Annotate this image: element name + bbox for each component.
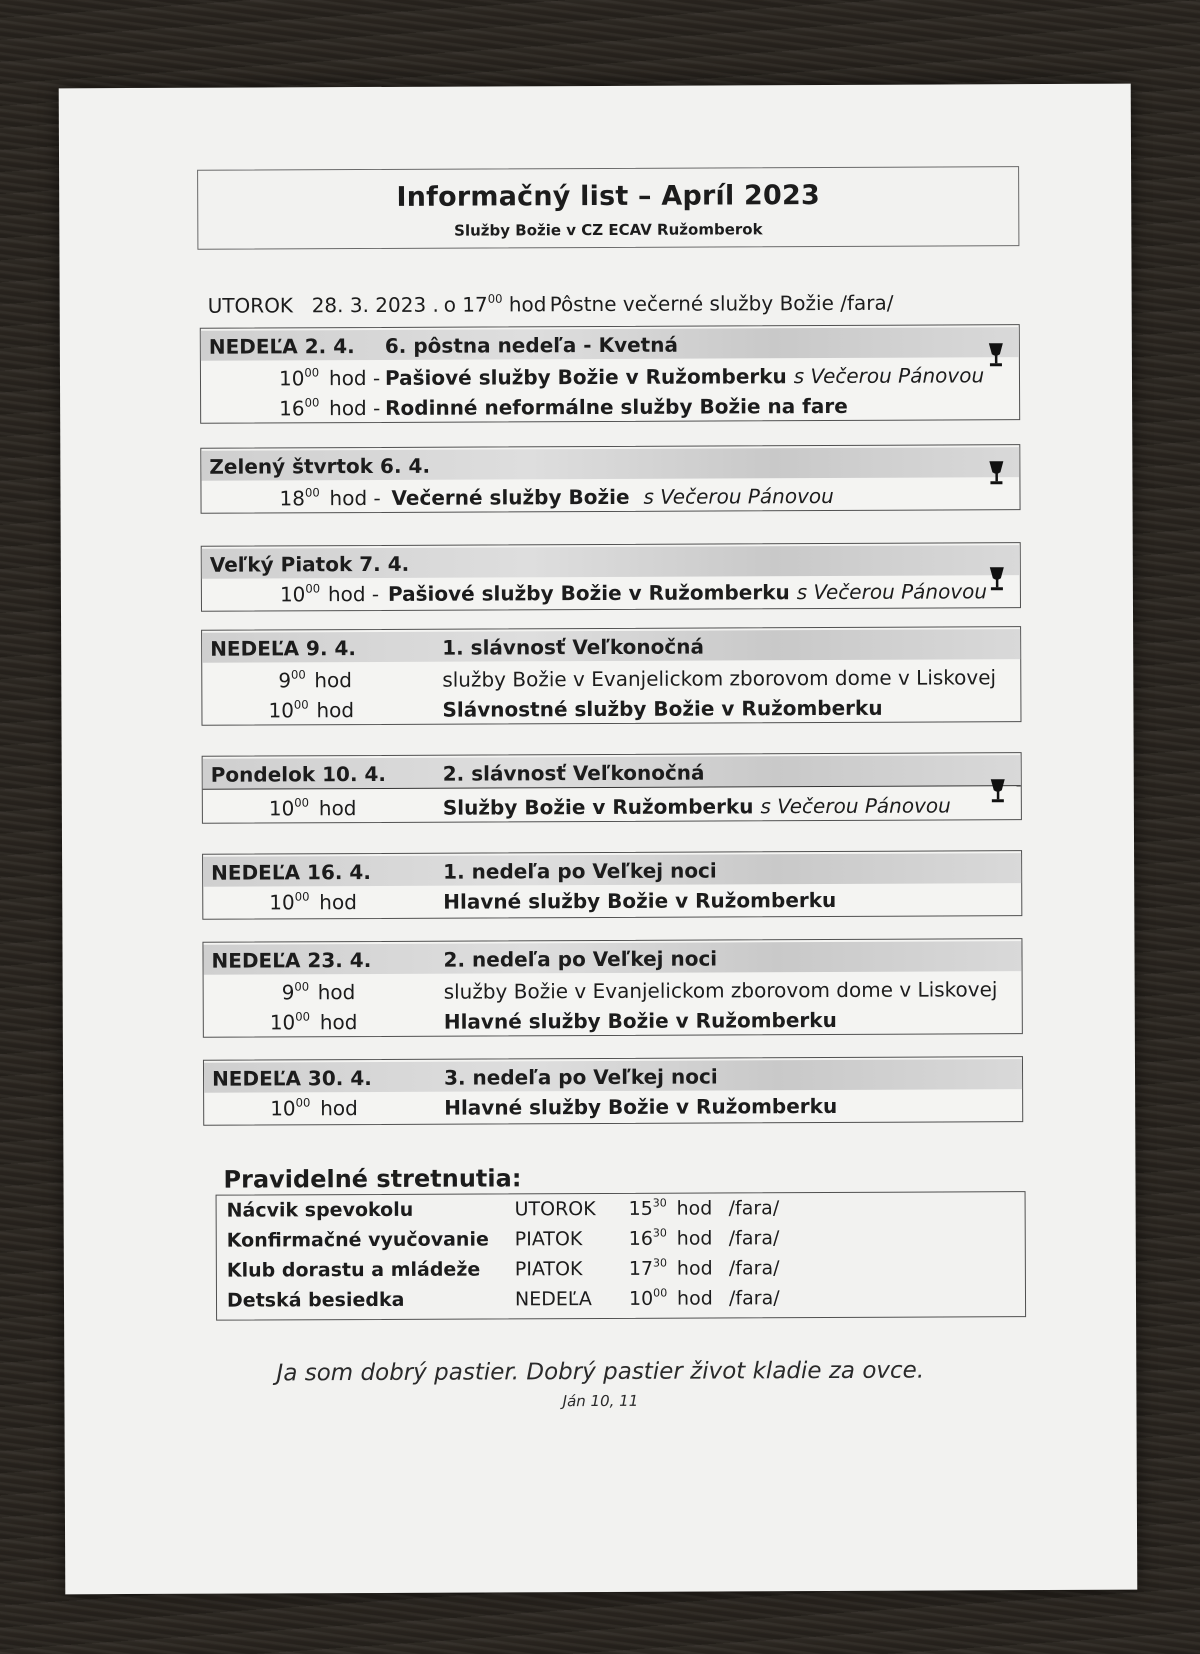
bible-quote: Ja som dobrý pastier. Dobrý pastier život kladie za ovce. xyxy=(276,1357,925,1387)
event-title: 2. slávnosť Veľkonočná xyxy=(442,760,705,786)
header-box xyxy=(197,166,1019,250)
event-day: NEDEĽA 30. 4. xyxy=(211,1065,372,1091)
meeting-name: Konfirmačné vyučovanie xyxy=(226,1228,489,1252)
regular-row xyxy=(217,1224,1025,1258)
service-unit: hod - xyxy=(327,581,380,607)
meeting-name: Detská besiedka xyxy=(226,1288,405,1312)
service-desc: služby Božie v Evanjelickom zborovom dome v Liskovej xyxy=(443,977,998,1004)
meeting-time: $17^{30}$ xyxy=(628,1256,668,1280)
event-box xyxy=(202,850,1022,920)
service-time: $10^{00}$ xyxy=(268,795,310,821)
event-box xyxy=(200,444,1020,514)
event-head xyxy=(204,1059,1022,1093)
meeting-time: $15^{30}$ xyxy=(628,1196,667,1220)
event-title: 1. nedeľa po Veľkej noci xyxy=(443,858,717,884)
event-title: 3. nedeľa po Veľkej noci xyxy=(443,1064,718,1090)
service-row xyxy=(201,389,1019,423)
event-title: 2. nedeľa po Veľkej noci xyxy=(443,946,718,972)
event-title: 1. slávnosť Veľkonočná xyxy=(442,634,705,660)
event-day: Zelený štvrtok 6. 4. xyxy=(209,453,431,479)
service-row xyxy=(204,973,1022,1007)
pre-event-line xyxy=(208,291,894,318)
pre-event-time: o $17^{00}$ hod xyxy=(443,291,547,317)
meeting-day: NEDEĽA xyxy=(514,1288,592,1311)
regular-meetings-box xyxy=(216,1191,1027,1321)
event-box xyxy=(202,938,1022,1038)
service-desc: Slávnostné služby Božie v Ružomberku xyxy=(442,695,883,722)
service-unit: hod xyxy=(319,890,357,915)
page-subtitle: Služby Božie v CZ ECAV Ružomberok xyxy=(454,220,763,240)
paper-sheet xyxy=(59,84,1138,1595)
service-desc: Večerné služby Božie s Večerou Pánovou xyxy=(391,483,834,510)
meeting-place: /fara/ xyxy=(728,1287,780,1310)
service-time: $9^{00}$ xyxy=(278,667,306,693)
event-box xyxy=(200,324,1020,424)
event-head xyxy=(201,327,1019,361)
regular-row xyxy=(217,1284,1025,1318)
service-row xyxy=(202,661,1020,695)
event-box xyxy=(203,1056,1023,1126)
service-time: $10^{00}$ xyxy=(269,889,310,915)
event-day: NEDEĽA 16. 4. xyxy=(211,859,371,885)
meeting-unit: hod xyxy=(676,1257,713,1280)
service-row xyxy=(203,789,1021,823)
service-time: $10^{00}$ xyxy=(279,581,321,607)
regular-meetings-title: Pravidelné stretnutia: xyxy=(223,1164,522,1194)
meeting-name: Klub dorastu a mládeže xyxy=(226,1258,481,1282)
meeting-unit: hod xyxy=(676,1197,713,1220)
event-day: Veľký Piatok 7. 4. xyxy=(209,551,410,577)
service-time: $10^{00}$ xyxy=(268,697,309,723)
service-desc: Hlavné služby Božie v Ružomberku xyxy=(444,1093,838,1120)
meeting-day: PIATOK xyxy=(514,1258,583,1281)
service-row xyxy=(202,691,1020,725)
service-desc: služby Božie v Evanjelickom zborovom dome v Liskovej xyxy=(442,665,997,692)
event-title: 6. pôstna nedeľa - Kvetná xyxy=(384,332,678,358)
meeting-name: Nácvik spevokolu xyxy=(226,1198,414,1222)
event-head xyxy=(201,447,1019,481)
event-box xyxy=(201,626,1021,726)
service-time: $16^{00}$ xyxy=(279,395,320,421)
meeting-unit: hod xyxy=(676,1287,713,1310)
event-head xyxy=(202,545,1020,579)
bible-quote-reference: Ján 10, 11 xyxy=(562,1391,639,1411)
service-row xyxy=(204,1003,1022,1037)
service-unit: hod xyxy=(319,1010,358,1035)
pre-event-date: 28. 3. 2023 . xyxy=(311,292,439,318)
meeting-unit: hod xyxy=(676,1227,713,1250)
service-time: $10^{00}$ xyxy=(269,1009,311,1035)
event-head xyxy=(202,629,1020,663)
event-day: NEDEĽA 2. 4. xyxy=(208,334,355,359)
event-box xyxy=(202,752,1022,824)
service-desc: Služby Božie v Ružomberku s Večerou Pánovou xyxy=(442,793,951,820)
service-row xyxy=(202,575,1020,609)
service-row xyxy=(201,359,1019,393)
page-title: Informačný list – Apríl 2023 xyxy=(396,180,820,213)
meeting-day: PIATOK xyxy=(514,1228,583,1251)
event-box xyxy=(201,542,1021,612)
service-unit: hod - xyxy=(329,395,381,421)
service-desc: Pašiové služby Božie v Ružomberku s Večerou Pánovou xyxy=(387,579,988,606)
service-row xyxy=(201,479,1019,513)
regular-row xyxy=(217,1254,1025,1288)
service-desc: Pašiové služby Božie v Ružomberku s Večerou Pánovou xyxy=(384,363,985,390)
service-unit: hod xyxy=(317,980,356,1005)
service-time: $9^{00}$ xyxy=(281,979,310,1005)
service-row xyxy=(204,1089,1022,1123)
meeting-day: UTOROK xyxy=(514,1198,596,1221)
service-unit: hod xyxy=(318,796,357,821)
service-desc: Hlavné služby Božie v Ružomberku xyxy=(443,887,837,914)
service-row xyxy=(203,883,1021,917)
event-day: NEDEĽA 9. 4. xyxy=(210,636,357,661)
event-head xyxy=(203,755,1021,790)
service-time: $10^{00}$ xyxy=(278,365,320,391)
pre-event-desc: Pôstne večerné služby Božie /fara/ xyxy=(549,290,894,317)
meeting-place: /fara/ xyxy=(728,1197,780,1220)
service-time: $10^{00}$ xyxy=(270,1095,311,1121)
service-unit: hod - xyxy=(329,485,381,511)
service-unit: hod xyxy=(316,698,355,723)
meeting-time: $10^{00}$ xyxy=(628,1286,668,1310)
event-day: Pondelok 10. 4. xyxy=(210,761,387,787)
service-desc: Hlavné služby Božie v Ružomberku xyxy=(443,1007,837,1034)
meeting-place: /fara/ xyxy=(728,1227,780,1250)
pre-event-day: UTOROK xyxy=(207,293,294,318)
service-unit: hod xyxy=(314,668,352,693)
event-head xyxy=(203,853,1021,887)
service-unit: hod - xyxy=(328,365,381,391)
service-time: $18^{00}$ xyxy=(279,485,320,511)
regular-row xyxy=(217,1194,1025,1228)
meeting-time: $16^{30}$ xyxy=(628,1226,667,1250)
meeting-place: /fara/ xyxy=(728,1257,780,1280)
event-day: NEDEĽA 23. 4. xyxy=(211,947,372,973)
service-desc: Rodinné neformálne služby Božie na fare xyxy=(385,393,848,420)
service-unit: hod xyxy=(320,1096,358,1121)
event-head xyxy=(203,941,1021,975)
